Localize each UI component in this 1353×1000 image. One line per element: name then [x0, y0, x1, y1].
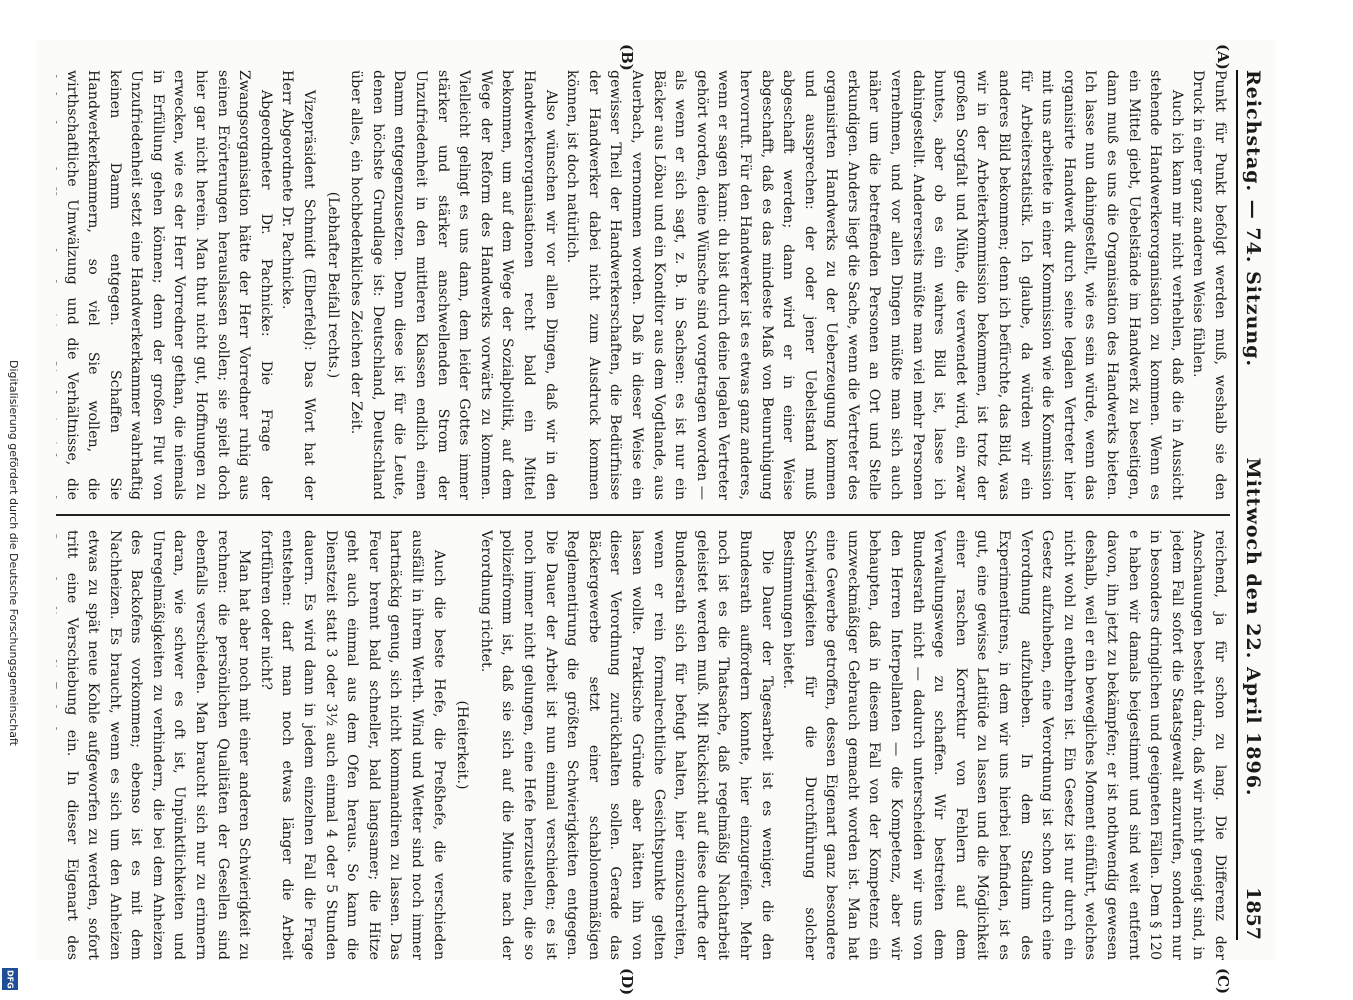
- paragraph: Also wünschen wir vor allen Dingen, daß wir in den Handwerkerorganisationen recht bald ein Mittel bekommen, um auf dem Wege der Sozialpolitik, auf dem Wege der Reform des Handwerks vorwärts zu kommen. Vielleicht gelingt es uns dann, dem leider Gottes immer stärker und stärker anschwellenden Strom der Unzufriedenheit in den mittleren Klassen endlich einen Damm entgegenzusetzen. Denn diese ist für die Leute, denen höchste Grundlage ist: Deutschland, Deutschland über alles, ein hochbedenkliches Zeichen der Zeit.: [348, 70, 559, 500]
- laughter-note: (Heiterkeit.): [454, 700, 471, 790]
- paragraph: Die Dauer der Tagesarbeit ist es weniger, die den Bundesrath auffordern konnte, hier einzugreifen. Mehr noch ist es die Thatsache, daß regelmäßig Nachtarbeit geleistet werden muß. Mit Rücksicht auf diese durfte der Bundesrath sich für befugt halten, hier einzuschreiten, wenn er rein formalrechtliche Gesichtspunkte gelten lassen wollte. Praktische Gründe aber hätten ihn von dieser Verordnung zurückhalten sollen. Gerade das Bäckergewerbe setzt einer schablonenmäßigen Reglementirung die größten Schwierigkeiten entgegen. Die Dauer der Arbeit ist nun einmal verschieden; es ist noch immer nicht gelungen, eine Hefe herzustellen, die so polizeifromm ist, daß sie sich auf die Minute nach der Verordnung richtet.: [477, 530, 775, 960]
- page-header: [1236, 70, 1276, 940]
- margin-marker-d: (D): [618, 968, 636, 996]
- page-number: 1857: [1242, 887, 1264, 940]
- digitization-credit-text: Digitalisierung gefördert durch die Deutsche Forschungsgemeinschaft: [7, 360, 20, 746]
- margin-marker-b: (B): [618, 44, 636, 71]
- paragraph: Vizepräsident Schmidt (Elberfeld): Das Wort hat der Herr Abgeordnete Dr. Pachnicke.: [279, 70, 318, 500]
- paragraph: Auch die beste Hefe, die Preßhefe, die verschieden ausfällt in ihrem Werth. Wind und Wetter sind noch immer hartnäckig genug, sich nicht kommandiren zu lassen. Das Feuer brennt bald schneller, bald langsamer; die Hitze geht auch einmal aus dem Ofen heraus. So kann die Dienstzeit statt 3 oder 3½ auch einmal 4 oder 5 Stunden dauern. Es wird dann in jedem einzelnen Fall die Frage entstehen: darf man noch etwas länger die Arbeit fortführen oder nicht?: [257, 530, 447, 960]
- header-date: Mittwoch den 22. April 1896.: [1242, 457, 1264, 797]
- digitization-credit: [2, 360, 22, 990]
- newspaper-page: [36, 40, 1276, 996]
- right-column: [56, 530, 1230, 960]
- paragraph: Man hat aber noch mit einer anderen Schwierigkeit zu rechnen: die persönlichen Qualitäten der Gesellen sind ebenfalls verschieden. Man braucht sich nur zu erinnern daran, wie schwer es oft ist, Unpünktlichkeiten und Unregelmäßigkeiten zu verhindern, die bei dem Anheizen des Backofens vorkommen; ebenso ist es mit dem Nachheizen. Es braucht, wenn es sich um den Anheizen etwas zu spät neue Kohle aufgeworfen zu werden, sofort tritt eine Verschiebung ein. In dieser Eigenart des: [63, 530, 253, 960]
- left-column: [56, 70, 1230, 500]
- column-divider: [56, 514, 1230, 516]
- paragraph: Auch ich kann mir nicht verhehlen, daß die in Aussicht stehende Handwerkerorganisation zu kommen. Wenn es ein Mittel giebt, Uebelstände im Handwerk zu beseitigen, dann muß es uns die Organisation des Handwerks bieten. Ich lasse nun dahingestellt, wie es sein würde, wenn das organisirte Handwerk durch seine legalen Vertreter hier mit uns arbeitete in einer Kommission wie die Kommission für Arbeiterstatistik. Ich glaube, da würden wir ein anderes Bild bekommen; denn ich befürchte, das Bild, was wir in der Arbeiterkommission bekommen, ist trotz der großen Sorgfalt und Mühe, die verwendet wird, ein zwar buntes, aber ob es ein wahres Bild ist, lasse ich dahingestellt. Andererseits müßte man viel mehr Personen vernehmen, und vor allen Dingen müßte man sich auch näher um die betreffenden Personen an Ort und Stelle erkundigen. Anders liegt die Sache, wenn die Vertreter des organisirten Handwerks zu der Ueberzeugung kommen und aussprechen: der oder jener Uebelstand muß abgeschafft werden; dann wird er in einer Weise abgeschafft, daß es das mindeste Maß von Beunruhigung hervorruft. Für den Handwerker ist es etwas ganz anderes, wenn er sagen kann: du bist durch deine legalen Vertreter gehört worden, deine Wünsche sind vorgetragen worden — als wenn er sich sagt, z. B. in Sachsen: es ist nur ein Bäcker aus Löbau und ein Konditor aus dem Vogtlande, aus Auerbach, vernommen worden. Daß in dieser Weise ein gewisser Theil der Handwerkerschaften, die Bedürfnisse der Handwerker dabei nicht zum Ausdruck kommen können, ist doch natürlich.: [564, 70, 1185, 500]
- paragraph: Punkt für Punkt befolgt werden muß, weshalb sie den Druck in einer ganz anderen Weise fühlen.: [1190, 70, 1228, 500]
- paragraph: reichend, ja für schon zu lang. Die Differenz der Anschauungen besteht darin, daß wir nicht geneigt sind, in jedem Fall sofort die Staatsgewalt anzurufen, sondern nur in besonders dringlichen und geeigneten Fällen. Dem § 120 e haben wir damals beigestimmt und sind weit entfernt davon, ihn jetzt zu bekämpfen; er ist nothwendig gewesen deshalb, weil er ein bewegliches Moment einführt, welches nicht wohl zu entbehren ist. Ein Gesetz ist nur durch ein Gesetz aufzuheben, eine Verordnung ist schon durch eine Verordnung aufzuheben. In dem Stadium des Experimentirens, in dem wir uns hierbei befinden, ist es gut, eine gewisse Latitüde zu lassen und die Möglichkeit einer raschen Korrektur von Fehlern auf dem Verwaltungswege zu schaffen. Wir bestreiten dem Bundesrath nicht — dadurch unterscheiden wir uns von den Herren Interpellanten — die Kompetenz, aber wir behaupten, daß in diesem Fall von der Kompetenz ein unzweckmäßiger Gebrauch gemacht worden ist. Man hat eine Gewerbe getroffen, dessen Eigenart ganz besondere Schwierigkeiten für die Durchführung solcher Bestimmungen bietet.: [780, 530, 1228, 960]
- applause-note: (Lebhafter Beifall rechts.): [324, 191, 341, 379]
- paragraph: Abgeordneter Dr. Pachnicke: Die Frage der Zwangsorganisation hätte der Herr Vorredner ruhig aus seinen Erörterungen herauslassen sollen; sie spielt doch hier gar nicht herein. Man thut nicht gut, Hoffnungen zu erwecken, wie es der Herr Vorredner gethan, die niemals in Erfüllung gehen können; denn der großen Flut von Unzufriedenheit setzt eine Handwerkerkammer wahrhaftig keinen Damm entgegen. Schaffen Sie Handwerkerkammern, so viel Sie wollen, die wirthschaftliche Umwälzung und die Verhältnisse, die: [63, 70, 274, 500]
- header-title: Reichstag. — 74. Sitzung.: [1242, 70, 1264, 368]
- margin-marker-c: (C): [1214, 968, 1232, 995]
- margin-marker-a: (A): [1214, 44, 1232, 70]
- dfg-logo: DFG: [2, 968, 18, 990]
